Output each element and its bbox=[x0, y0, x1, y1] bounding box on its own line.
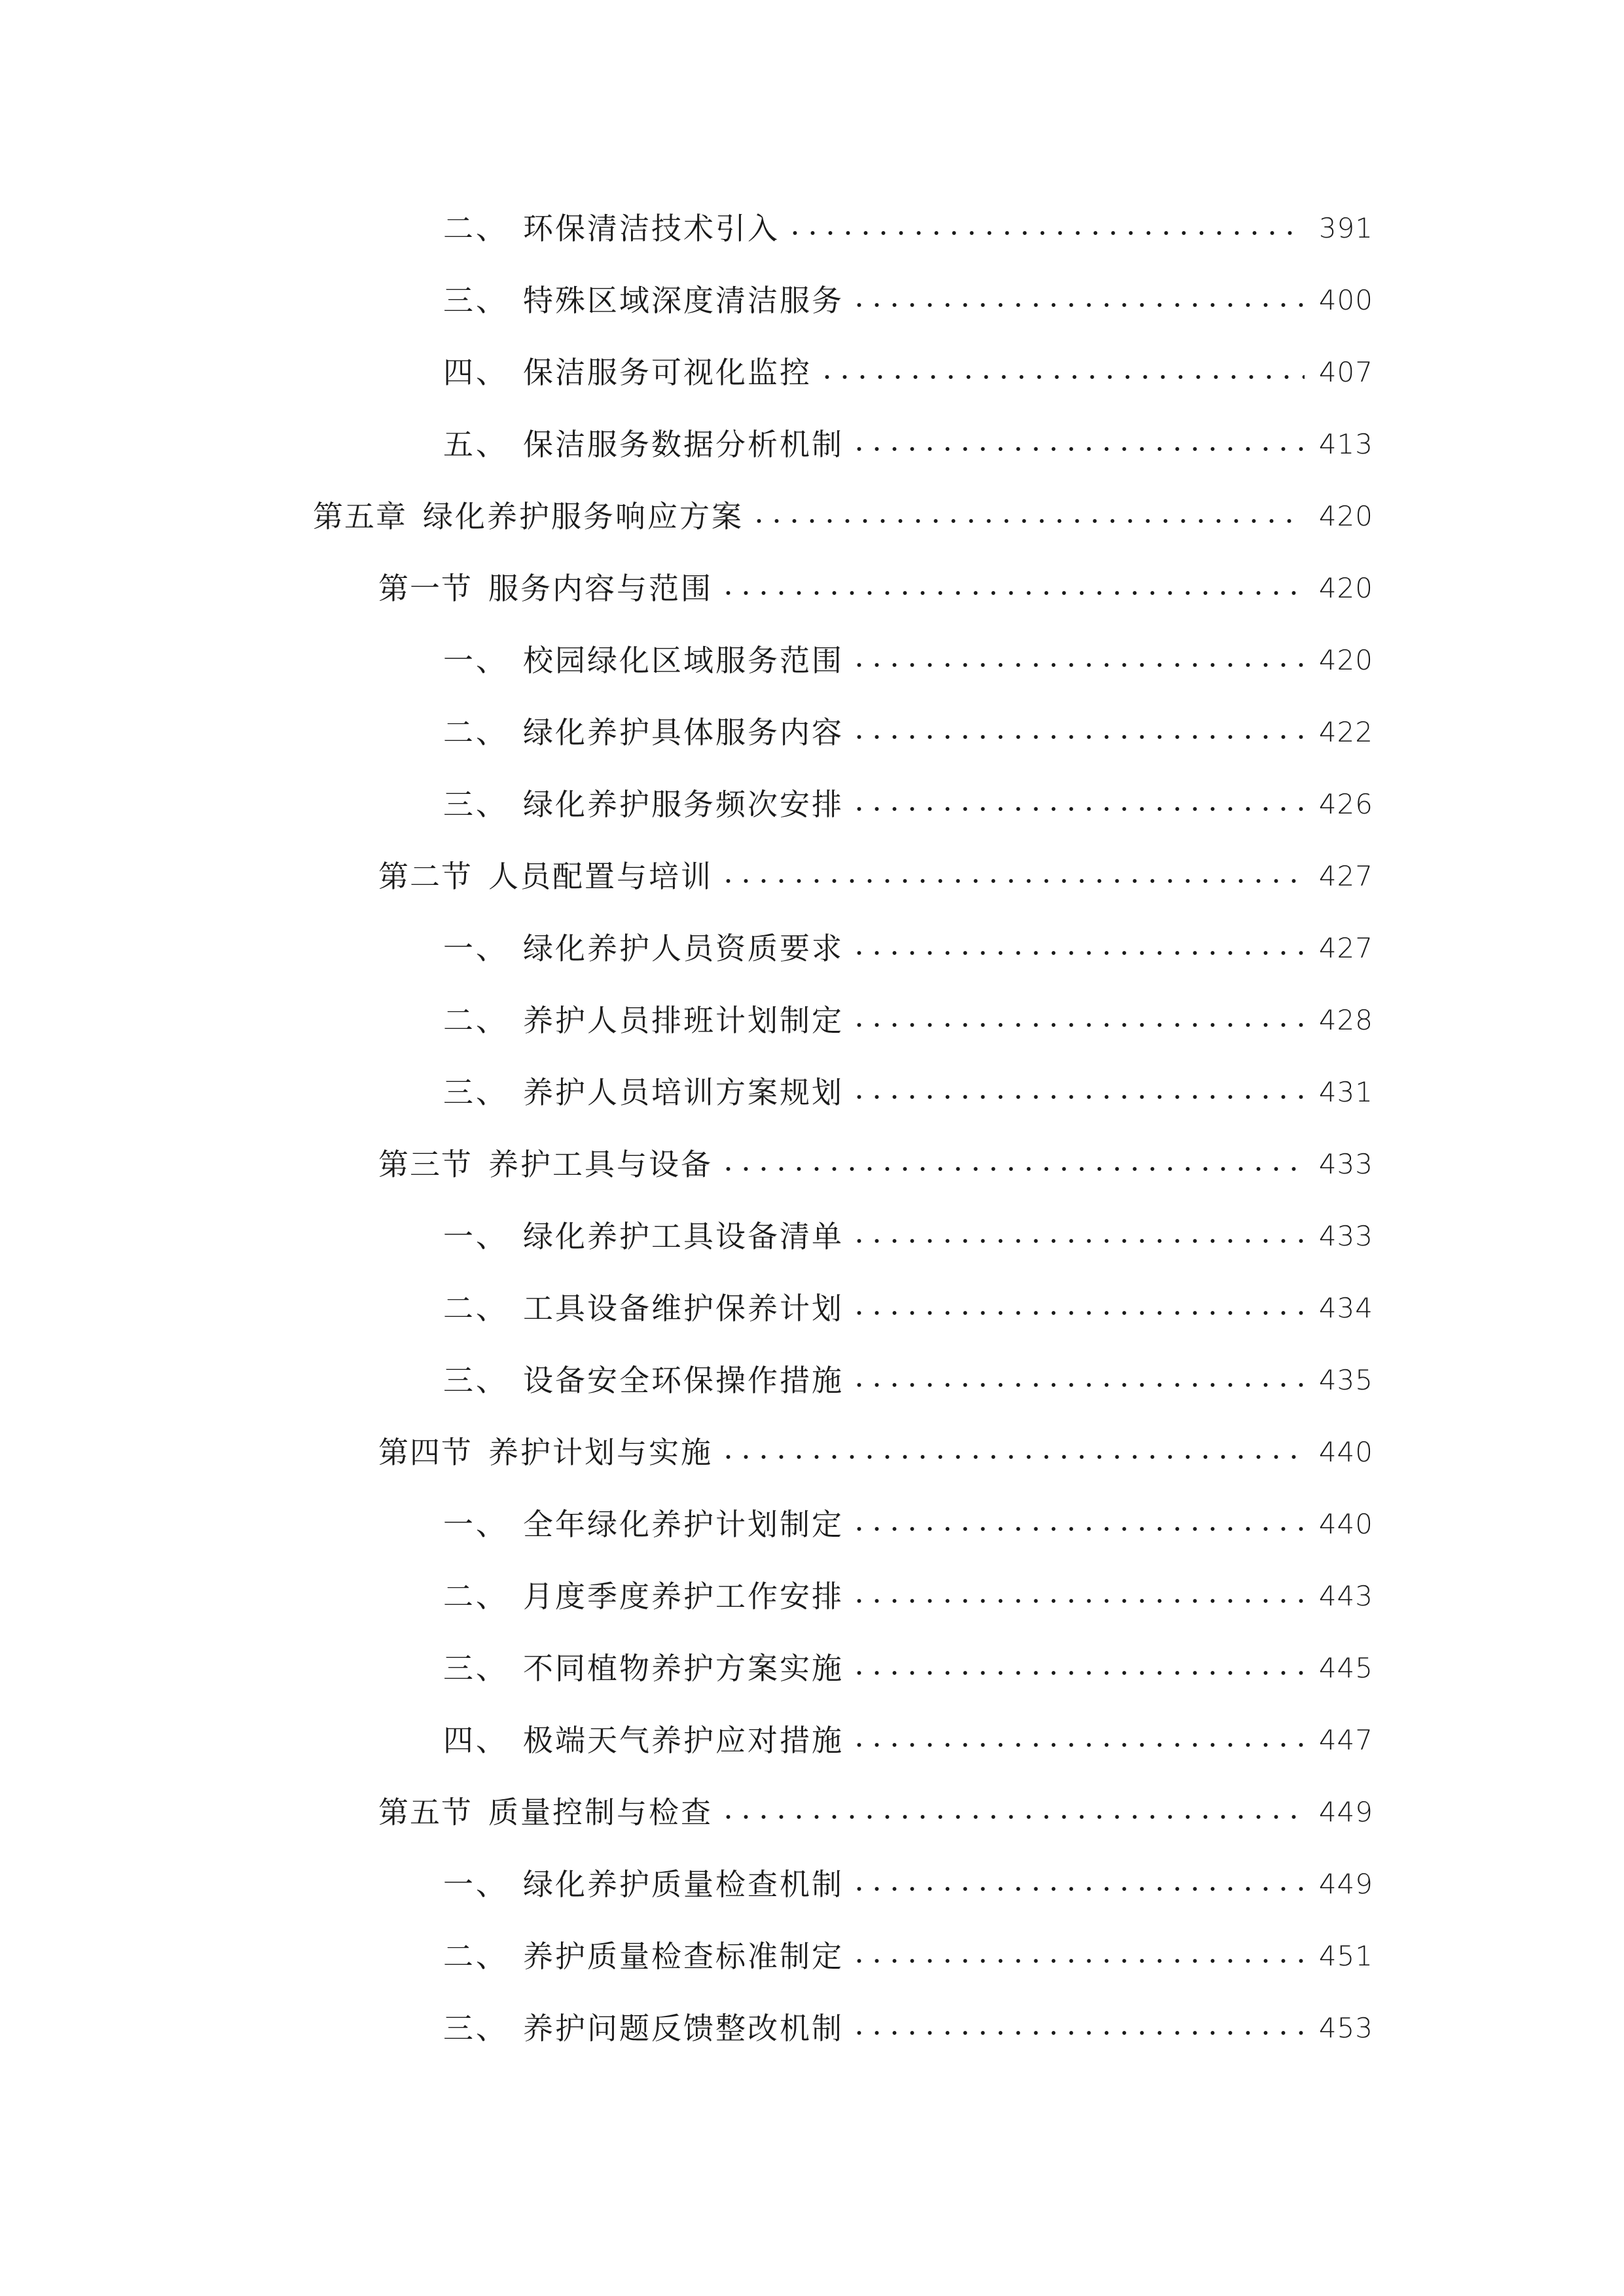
toc-entry-number: 四、 bbox=[443, 1723, 509, 1758]
toc-entry-page: 453 bbox=[1318, 2012, 1373, 2044]
toc-entry-title: 养护人员培训方案规划 bbox=[523, 1075, 844, 1110]
toc-entry[interactable] bbox=[443, 1571, 1373, 1621]
toc-entry-number: 二、 bbox=[443, 1939, 509, 1974]
toc-entry-number: 三、 bbox=[443, 2011, 509, 2046]
toc-entry-title: 绿化养护质量检查机制 bbox=[523, 1867, 844, 1902]
toc-entry-number: 一、 bbox=[443, 643, 509, 678]
toc-entry-title: 养护人员排班计划制定 bbox=[523, 1003, 844, 1038]
toc-entry-number: 第四节 bbox=[378, 1435, 473, 1470]
toc-entry-title: 绿化养护具体服务内容 bbox=[523, 715, 844, 750]
dot-leader bbox=[786, 230, 1305, 236]
toc-entry-number: 第一节 bbox=[378, 571, 473, 606]
toc-entry-page: 420 bbox=[1318, 644, 1373, 676]
dot-leader bbox=[850, 1598, 1305, 1604]
dot-leader bbox=[850, 734, 1305, 740]
toc-entry-page: 420 bbox=[1318, 572, 1373, 604]
toc-entry-number: 三、 bbox=[443, 1651, 509, 1686]
toc-entry-title: 服务内容与范围 bbox=[488, 571, 713, 606]
toc-entry-number: 一、 bbox=[443, 1219, 509, 1254]
toc-section-entry[interactable] bbox=[378, 1787, 1373, 1837]
toc-entry-number: 三、 bbox=[443, 1075, 509, 1110]
toc-entry-title: 人员配置与培训 bbox=[488, 859, 713, 894]
toc-entry[interactable] bbox=[443, 924, 1373, 973]
dot-leader bbox=[850, 1022, 1305, 1028]
toc-entry-page: 440 bbox=[1318, 1436, 1373, 1468]
dot-leader bbox=[719, 1454, 1305, 1460]
toc-entry-page: 440 bbox=[1318, 1508, 1373, 1540]
toc-entry-page: 435 bbox=[1318, 1364, 1373, 1396]
toc-entry[interactable] bbox=[443, 996, 1373, 1045]
toc-entry-page: 420 bbox=[1318, 500, 1373, 532]
toc-entry-title: 极端天气养护应对措施 bbox=[523, 1723, 844, 1758]
toc-entry-title: 全年绿化养护计划制定 bbox=[523, 1507, 844, 1542]
toc-entry-number: 一、 bbox=[443, 1507, 509, 1542]
toc-entry-title: 养护问题反馈整改机制 bbox=[523, 2011, 844, 2046]
toc-entry[interactable] bbox=[443, 1499, 1373, 1549]
dot-leader bbox=[850, 302, 1305, 308]
toc-entry[interactable] bbox=[443, 1931, 1373, 1981]
toc-entry-title: 保洁服务数据分析机制 bbox=[523, 427, 844, 462]
dot-leader bbox=[850, 1742, 1305, 1748]
dot-leader bbox=[850, 1886, 1305, 1892]
toc-entry[interactable] bbox=[443, 636, 1373, 685]
dot-leader bbox=[719, 1814, 1305, 1820]
toc-entry-page: 431 bbox=[1318, 1076, 1373, 1108]
dot-leader bbox=[850, 1958, 1305, 1964]
toc-entry-title: 绿化养护人员资质要求 bbox=[523, 931, 844, 966]
toc-entry[interactable] bbox=[443, 276, 1373, 325]
toc-entry-title: 质量控制与检查 bbox=[488, 1795, 713, 1830]
toc-entry-title: 绿化养护服务频次安排 bbox=[523, 787, 844, 822]
toc-entry-title: 保洁服务可视化监控 bbox=[523, 355, 812, 390]
dot-leader bbox=[850, 1238, 1305, 1244]
toc-entry-title: 设备安全环保操作措施 bbox=[523, 1363, 844, 1398]
toc-entry[interactable] bbox=[443, 2003, 1373, 2053]
toc-entry[interactable] bbox=[443, 780, 1373, 829]
toc-entry[interactable] bbox=[443, 1067, 1373, 1117]
dot-leader bbox=[719, 1166, 1305, 1172]
dot-leader bbox=[818, 374, 1305, 380]
toc-section-entry[interactable] bbox=[378, 1139, 1373, 1189]
toc-entry-title: 养护工具与设备 bbox=[488, 1147, 713, 1182]
dot-leader bbox=[719, 878, 1305, 884]
toc-entry[interactable] bbox=[443, 1715, 1373, 1765]
toc-entry-number: 二、 bbox=[443, 715, 509, 750]
toc-entry-title: 特殊区域深度清洁服务 bbox=[523, 283, 844, 318]
toc-entry-page: 449 bbox=[1318, 1868, 1373, 1900]
toc-entry-page: 451 bbox=[1318, 1940, 1373, 1972]
dot-leader bbox=[850, 1310, 1305, 1316]
toc-entry-number: 二、 bbox=[443, 211, 509, 246]
toc-entry-number: 第五节 bbox=[378, 1795, 473, 1830]
toc-entry[interactable] bbox=[443, 1859, 1373, 1909]
dot-leader bbox=[850, 1382, 1305, 1388]
toc-entry-title: 不同植物养护方案实施 bbox=[523, 1651, 844, 1686]
dot-leader bbox=[850, 806, 1305, 812]
toc-section-entry[interactable] bbox=[378, 852, 1373, 901]
toc-section-entry[interactable] bbox=[378, 564, 1373, 613]
toc-entry[interactable] bbox=[443, 1643, 1373, 1693]
toc-entry-page: 413 bbox=[1318, 428, 1373, 460]
toc-entry-page: 449 bbox=[1318, 1796, 1373, 1828]
toc-entry-page: 422 bbox=[1318, 716, 1373, 748]
toc-entry-page: 428 bbox=[1318, 1004, 1373, 1036]
toc-entry[interactable] bbox=[443, 348, 1373, 397]
toc-entry-page: 447 bbox=[1318, 1724, 1373, 1756]
toc-entry-title: 养护计划与实施 bbox=[488, 1435, 713, 1470]
toc-entry-page: 433 bbox=[1318, 1220, 1373, 1252]
toc-entry-number: 三、 bbox=[443, 787, 509, 822]
toc-entry-title: 工具设备维护保养计划 bbox=[523, 1291, 844, 1326]
dot-leader bbox=[850, 662, 1305, 668]
toc-entry[interactable] bbox=[443, 420, 1373, 469]
toc-entry-page: 391 bbox=[1318, 212, 1373, 244]
toc-entry[interactable] bbox=[443, 1355, 1373, 1405]
toc-entry-number: 第三节 bbox=[378, 1147, 473, 1182]
toc-entry-title: 绿化养护服务响应方案 bbox=[423, 499, 744, 534]
toc-entry-number: 二、 bbox=[443, 1579, 509, 1614]
toc-entry-number: 一、 bbox=[443, 1867, 509, 1902]
toc-chapter-entry[interactable] bbox=[313, 492, 1373, 541]
toc-entry-number: 二、 bbox=[443, 1291, 509, 1326]
toc-entry-page: 427 bbox=[1318, 860, 1373, 892]
toc-entry-page: 443 bbox=[1318, 1580, 1373, 1612]
toc-entry-number: 第二节 bbox=[378, 859, 473, 894]
toc-entry-number: 一、 bbox=[443, 931, 509, 966]
toc-entry-page: 426 bbox=[1318, 788, 1373, 820]
toc-entry-number: 四、 bbox=[443, 355, 509, 390]
toc-entry-title: 养护质量检查标准制定 bbox=[523, 1939, 844, 1974]
toc-entry-title: 环保清洁技术引入 bbox=[523, 211, 780, 246]
dot-leader bbox=[850, 446, 1305, 452]
toc-entry-page: 407 bbox=[1318, 356, 1373, 388]
toc-entry-title: 月度季度养护工作安排 bbox=[523, 1579, 844, 1614]
dot-leader bbox=[850, 1526, 1305, 1532]
toc-entry-page: 434 bbox=[1318, 1292, 1373, 1324]
dot-leader bbox=[750, 518, 1305, 524]
toc-entry[interactable] bbox=[443, 1211, 1373, 1261]
toc-entry-page: 400 bbox=[1318, 284, 1373, 316]
toc-entry-page: 445 bbox=[1318, 1652, 1373, 1684]
dot-leader bbox=[850, 1094, 1305, 1100]
toc-entry-number: 第五章 bbox=[313, 499, 407, 534]
toc-entry-number: 五、 bbox=[443, 427, 509, 462]
toc-entry-page: 427 bbox=[1318, 932, 1373, 964]
toc-entry-title: 绿化养护工具设备清单 bbox=[523, 1219, 844, 1254]
dot-leader bbox=[719, 590, 1305, 596]
dot-leader bbox=[850, 1670, 1305, 1676]
toc-entry[interactable] bbox=[443, 204, 1373, 253]
dot-leader bbox=[850, 2030, 1305, 2036]
toc-entry-number: 二、 bbox=[443, 1003, 509, 1038]
toc-section-entry[interactable] bbox=[378, 1427, 1373, 1477]
toc-entry-number: 三、 bbox=[443, 283, 509, 318]
toc-entry-title: 校园绿化区域服务范围 bbox=[523, 643, 844, 678]
toc-entry-number: 三、 bbox=[443, 1363, 509, 1398]
toc-entry[interactable] bbox=[443, 708, 1373, 757]
dot-leader bbox=[850, 950, 1305, 956]
toc-entry-page: 433 bbox=[1318, 1148, 1373, 1180]
toc-entry[interactable] bbox=[443, 1283, 1373, 1333]
